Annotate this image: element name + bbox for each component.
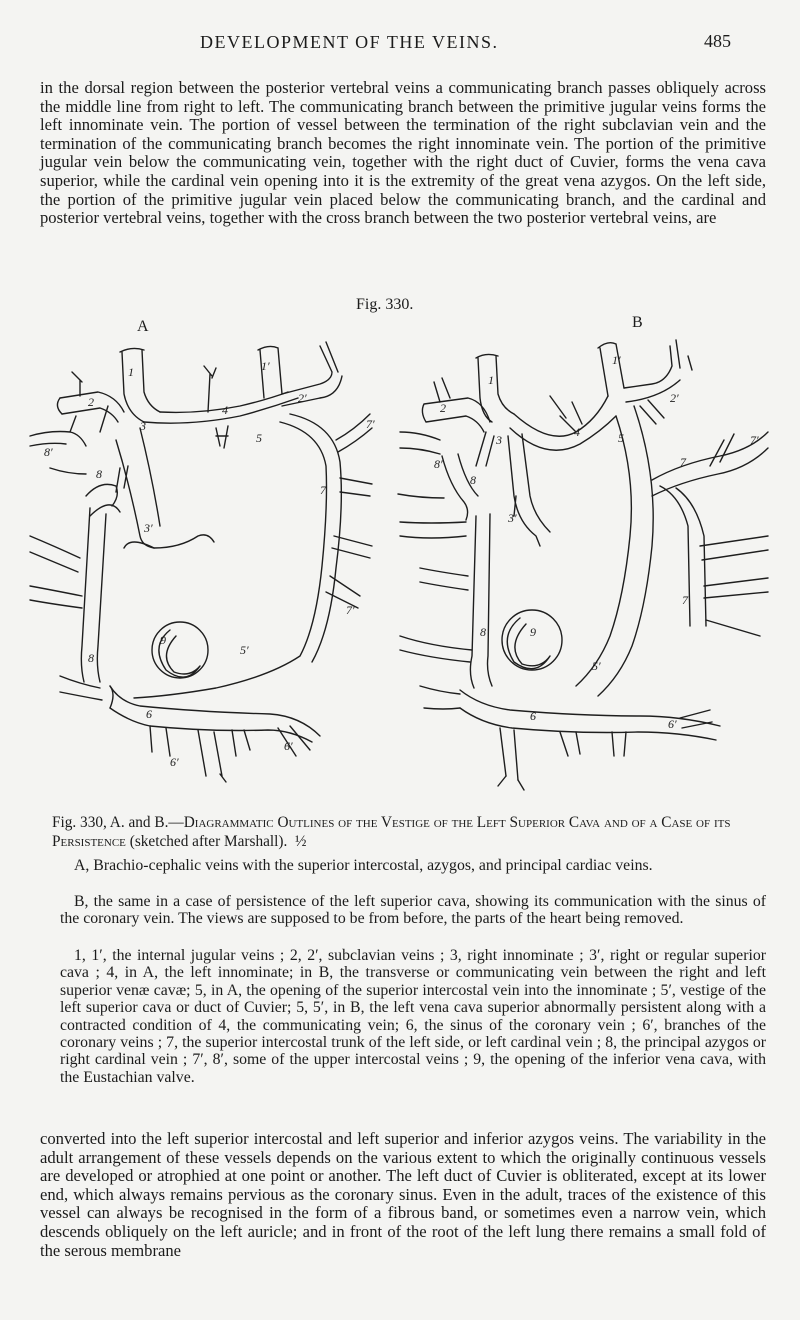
a-label-6p2: 6′ [284,739,293,753]
b-label-8: 8 [470,473,476,487]
a-label-7p: 7′ [366,417,375,431]
a-label-8b: 8 [88,651,94,665]
legend-numbers [60,947,766,1086]
legend-numbers-text: 1, 1′, the internal jugular veins ; 2, 2′, subclavian veins ; 3, right innominate ; 3′, right or regular superior cava ; 4, in A, the left innominate; in B, the transverse or communicating vein between the right and left superior venæ cavæ; 5, in A, the opening of the superior intercostal vein into the innominate ; 5′, vestige of the left superior cava or duct of Cuvier; 5, 5′, in B, the left vena cava superior abnormally persistent along with a contracted condition of 4, the communicating vein; 6, the sinus of the coronary vein ; 6′, branches of the coronary veins ; 7, the superior intercostal trunk of the left side, or left cardinal vein ; 8, the principal azygos or right cardinal vein ; 7′, 8′, some of the upper intercostal veins ; 9, the opening of the inferior vena cava, with the Eustachian valve. [60,947,766,1086]
b-label-9: 9 [530,625,536,639]
legend-b [60,893,766,928]
b-label-1: 1 [488,373,494,387]
panel-a-diagram [30,342,375,782]
closing-paragraph: converted into the left superior intercostal and left superior and inferior azygos veins. The variability in the adult arrangement of these vessels depends on the various extent to which the originally continuous vessels are developed or atrophied at one point or another. The left duct of Cuvier is obliterated, except at its lower end, which always remains pervious as the coronary sinus. Even in the adult, traces of the existence of this vessel can always be recognised in the form of a fibrous band, or sometimes even a narrow vein, which descends obliquely on the left auricle; and in front of the root of the left lung there remains a small fold of the serous membrane [40,1129,766,1260]
b-label-3p: 3′ [508,511,517,525]
a-label-9: 9 [160,633,166,647]
legend-b-text: B, the same in a case of persistence of the left superior cava, showing its communication with the sinus of the coronary vein. The views are supposed to be from before, the parts of the heart being removed. [60,893,766,928]
b-label-8b: 8 [480,625,486,639]
panel-b-diagram [398,340,768,790]
a-label-3p: 3′ [144,521,153,535]
b-label-6p: 6′ [668,717,677,731]
a-label-1: 1 [128,365,134,379]
a-label-2: 2 [88,395,94,409]
a-label-6p: 6′ [170,755,179,769]
caption-prefix: Fig. 330, A. and B.— [52,814,184,831]
a-label-4: 4 [222,403,228,417]
running-head: DEVELOPMENT OF THE VEINS. [200,32,499,52]
figure-label: Fig. 330. [356,296,414,313]
legend-a-text: A, Brachio-cephalic veins with the superior intercostal, azygos, and principal cardiac veins. [74,857,653,874]
b-label-6: 6 [530,709,536,723]
panel-b-label: B [632,314,643,331]
caption-suffix: (sketched after Marshall). [125,833,288,850]
page-header [0,32,800,60]
a-label-5p: 5′ [240,643,249,657]
b-label-7b: 7 [682,593,688,607]
b-label-7: 7 [680,455,686,469]
b-label-4: 4 [574,425,580,439]
b-label-5: 5 [618,431,624,445]
b-label-5p: 5′ [592,659,601,673]
caption-title: Diagrammatic Outlines of the Vestige of the Left Superior Cava and of a Case of its Persistence [52,814,731,850]
vein-diagram [20,336,780,806]
b-label-2: 2 [440,401,446,415]
figure-caption [52,813,764,851]
intro-paragraph: in the dorsal region between the posterior vertebral veins a communicating branch passes obliquely across the middle line from right to left. The communicating branch between the primitive jugular veins forms the left innominate vein. The portion of vessel between the termination of the right subclavian vein and the termination of the communicating branch becomes the right innominate vein. The portion of the primitive jugular vein below the communicating vein, together with the right duct of Cuvier, forms the vena cava superior, while the cardinal vein opening into it is the extremity of the great vena azygos. On the left side, the portion of the primitive jugular vein placed below the communicating branch, and the cardinal and posterior vertebral veins, together with the cross branch between the two posterior vertebral veins, are [40,78,766,228]
b-label-2p: 2′ [670,391,679,405]
a-label-6: 6 [146,707,152,721]
legend-a [60,857,766,874]
panel-a-label: A [137,318,149,335]
a-label-1p: 1′ [261,359,270,373]
a-label-7: 7 [320,483,326,497]
a-label-7p2: 7′ [346,603,355,617]
page-number: 485 [704,31,731,51]
a-label-3: 3 [140,419,146,433]
b-label-8p: 8′ [434,457,443,471]
caption-scale: ½ [294,833,307,850]
b-label-3: 3 [496,433,502,447]
a-label-5: 5 [256,431,262,445]
a-label-8p: 8′ [44,445,53,459]
b-label-1p: 1′ [612,353,621,367]
a-label-8: 8 [96,467,102,481]
a-label-2p: 2′ [298,391,307,405]
b-label-7p: 7′ [750,433,759,447]
